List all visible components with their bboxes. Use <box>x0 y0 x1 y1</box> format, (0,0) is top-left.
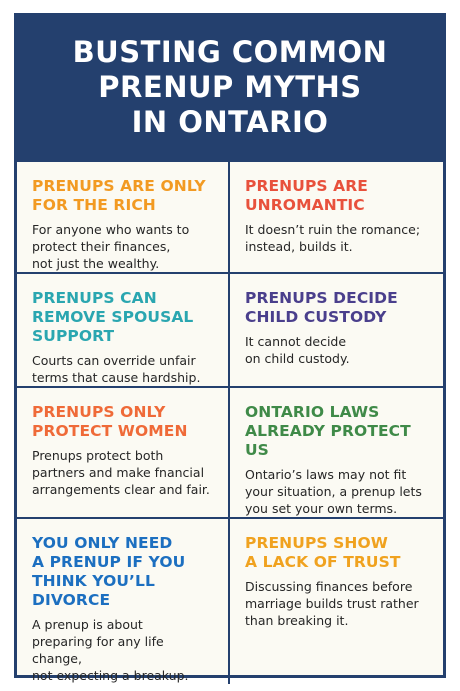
myth-heading <box>245 534 431 572</box>
myth-card-ontario-laws <box>230 388 443 519</box>
fact-line: For anyone who wants to <box>32 222 190 237</box>
fact-line: instead, builds it. <box>245 239 353 254</box>
myth-line: THINK YOU’LL DIVORCE <box>32 572 155 609</box>
title-line: IN ONTARIO <box>131 105 329 139</box>
myth-line: PROTECT WOMEN <box>32 422 188 440</box>
fact-line: It doesn’t ruin the romance; <box>245 222 421 237</box>
fact-text <box>32 616 216 684</box>
fact-text <box>245 466 431 517</box>
fact-text <box>32 221 216 272</box>
myth-heading <box>32 289 216 346</box>
myth-line: SUPPORT <box>32 327 115 345</box>
myth-heading <box>245 403 431 460</box>
myth-line: CHILD CUSTODY <box>245 308 387 326</box>
title-line: BUSTING COMMON <box>72 35 388 69</box>
fact-line: Discussing finances before <box>245 579 413 594</box>
myth-line: A LACK OF TRUST <box>245 553 401 571</box>
myth-card-only-for-rich <box>17 162 230 274</box>
fact-line: not expecting a breakup. <box>32 668 189 683</box>
fact-line: terms that cause hardship. <box>32 370 201 385</box>
myth-line: REMOVE SPOUSAL <box>32 308 194 326</box>
myth-card-protect-women <box>17 388 230 519</box>
myth-card-child-custody <box>230 274 443 388</box>
myth-line: PRENUPS ARE <box>245 177 368 195</box>
title-line: PRENUP MYTHS <box>98 70 362 104</box>
myth-grid <box>17 159 443 683</box>
myth-line: A PRENUP IF YOU <box>32 553 186 571</box>
fact-text <box>245 333 431 367</box>
myth-line: PRENUPS ARE ONLY <box>32 177 206 195</box>
fact-line: Ontario’s laws may not fit <box>245 467 407 482</box>
myth-line: YOU ONLY NEED <box>32 534 173 552</box>
myth-card-unromantic <box>230 162 443 274</box>
myth-card-divorce <box>17 519 230 684</box>
fact-text <box>32 447 216 498</box>
fact-line: not just the wealthy. <box>32 256 160 271</box>
infographic-frame <box>14 13 446 683</box>
fact-line: preparing for any life change, <box>32 634 164 666</box>
page-title <box>67 35 394 140</box>
fact-line: partners and make fnancial <box>32 465 205 480</box>
fact-line: on child custody. <box>245 351 350 366</box>
fact-line: arrangements clear and fair. <box>32 482 210 497</box>
fact-line: marriage builds trust rather <box>245 596 419 611</box>
myth-card-spousal-support <box>17 274 230 388</box>
fact-line: A prenup is about <box>32 617 143 632</box>
myth-line: PRENUPS CAN <box>32 289 157 307</box>
myth-heading <box>32 403 216 441</box>
myth-line: UNROMANTIC <box>245 196 365 214</box>
myth-line: FOR THE RICH <box>32 196 156 214</box>
myth-line: ALREADY PROTECT US <box>245 422 411 459</box>
myth-line: PRENUPS ONLY <box>32 403 166 421</box>
fact-line: Courts can override unfair <box>32 353 196 368</box>
fact-line: It cannot decide <box>245 334 347 349</box>
myth-heading <box>245 177 431 215</box>
header-banner <box>17 16 443 159</box>
fact-text <box>245 221 431 255</box>
myth-line: PRENUPS SHOW <box>245 534 388 552</box>
myth-heading <box>32 177 216 215</box>
myth-line: ONTARIO LAWS <box>245 403 380 421</box>
fact-line: protect their finances, <box>32 239 171 254</box>
myth-heading <box>32 534 216 610</box>
fact-line: Prenups protect both <box>32 448 164 463</box>
fact-text <box>245 578 431 629</box>
myth-heading <box>245 289 431 327</box>
fact-line: your situation, a prenup lets <box>245 484 422 499</box>
fact-line: than breaking it. <box>245 613 349 628</box>
fact-line: you set your own terms. <box>245 501 398 516</box>
myth-card-lack-of-trust <box>230 519 443 684</box>
fact-text <box>32 352 216 386</box>
myth-line: PRENUPS DECIDE <box>245 289 398 307</box>
